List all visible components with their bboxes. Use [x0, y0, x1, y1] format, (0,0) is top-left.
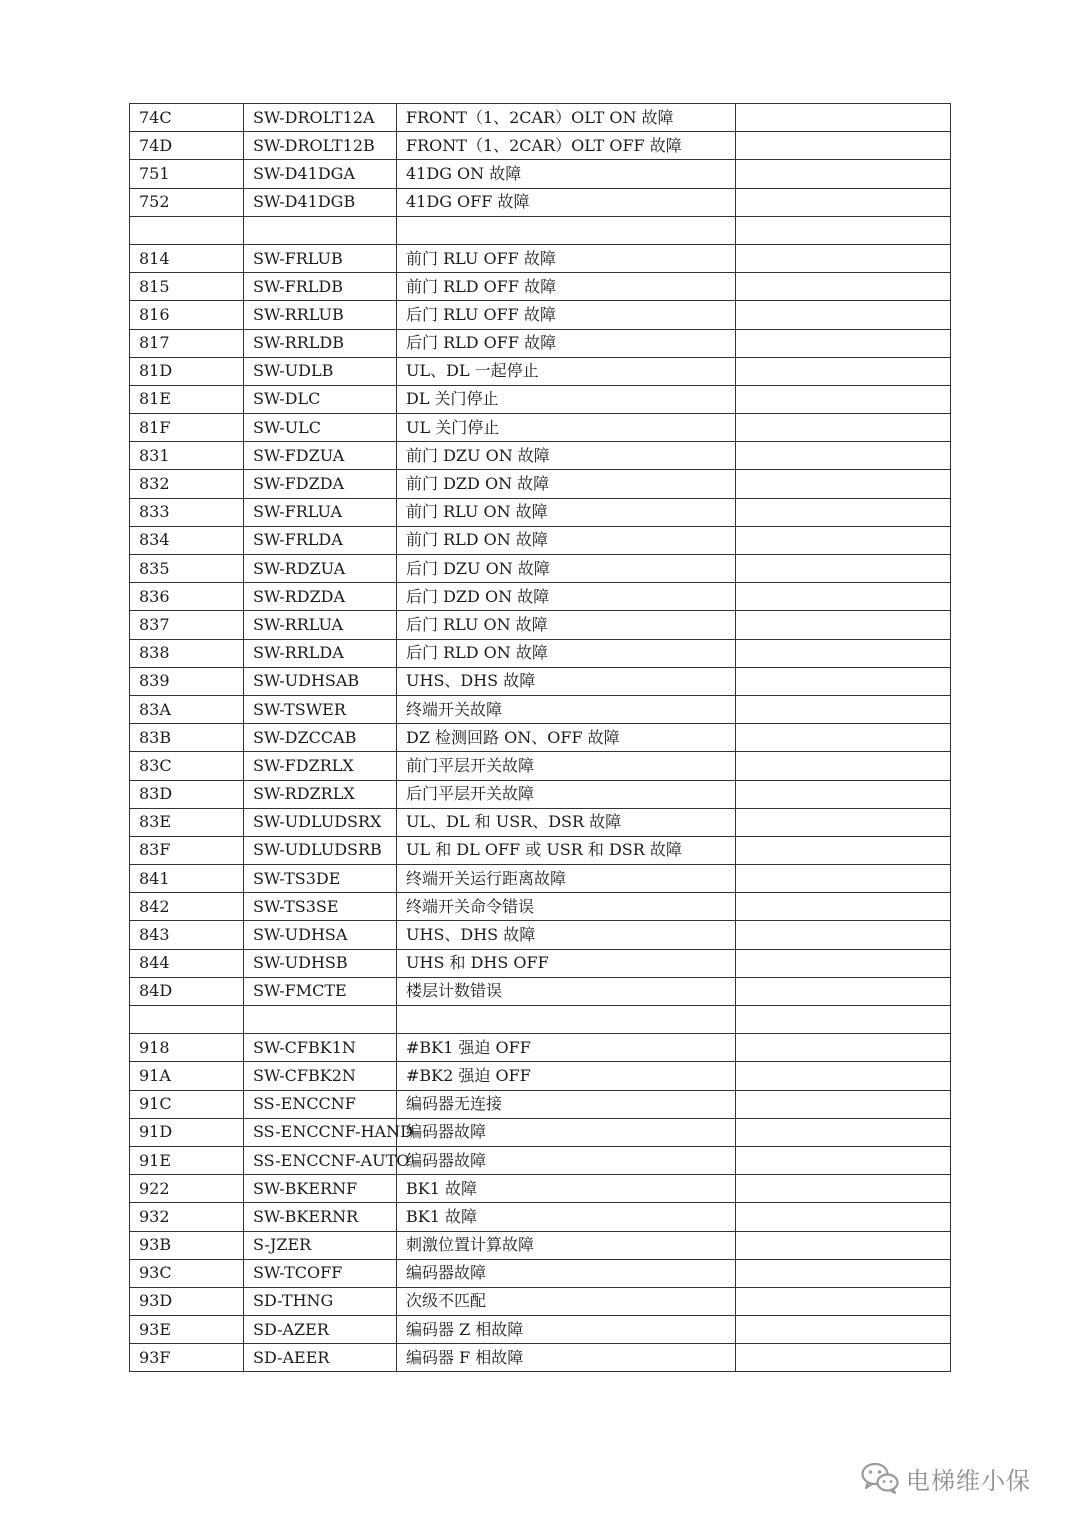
table-row	[130, 695, 951, 723]
note-cell	[736, 1231, 951, 1259]
description-cell: 后门 RLD OFF 故障	[397, 329, 736, 357]
fault-code-cell: 815	[130, 273, 244, 301]
note-cell	[736, 724, 951, 752]
signal-name-cell: SW-RDZDA	[244, 583, 397, 611]
signal-name-cell: SW-RRLDB	[244, 329, 397, 357]
fault-code-cell: 81F	[130, 414, 244, 442]
note-cell	[736, 1344, 951, 1372]
note-cell	[736, 216, 951, 244]
note-cell	[736, 1287, 951, 1315]
description-cell: 前门 DZU ON 故障	[397, 442, 736, 470]
signal-name-cell: SW-FRLDB	[244, 273, 397, 301]
signal-name-cell: SW-RRLDA	[244, 639, 397, 667]
fault-code-cell: 831	[130, 442, 244, 470]
note-cell	[736, 667, 951, 695]
description-cell: 后门 RLU ON 故障	[397, 611, 736, 639]
table-row	[130, 639, 951, 667]
fault-code-cell	[130, 216, 244, 244]
table-row	[130, 470, 951, 498]
table-row	[130, 414, 951, 442]
fault-code-cell: 834	[130, 526, 244, 554]
table-row	[130, 357, 951, 385]
note-cell	[736, 780, 951, 808]
signal-name-cell: SW-RRLUA	[244, 611, 397, 639]
fault-code-cell: 93E	[130, 1316, 244, 1344]
note-cell	[736, 1062, 951, 1090]
signal-name-cell: SW-BKERNF	[244, 1175, 397, 1203]
signal-name-cell: SW-FRLUA	[244, 498, 397, 526]
table-row	[130, 498, 951, 526]
signal-name-cell: S-JZER	[244, 1231, 397, 1259]
description-cell: 编码器 F 相故障	[397, 1344, 736, 1372]
signal-name-cell: SW-CFBK1N	[244, 1034, 397, 1062]
table-row	[130, 780, 951, 808]
fault-code-cell: 842	[130, 893, 244, 921]
fault-code-cell: 817	[130, 329, 244, 357]
description-cell: 终端开关运行距离故障	[397, 865, 736, 893]
note-cell	[736, 526, 951, 554]
table-row	[130, 583, 951, 611]
description-cell: UL 和 DL OFF 或 USR 和 DSR 故障	[397, 836, 736, 864]
signal-name-cell: SW-BKERNR	[244, 1203, 397, 1231]
table-row	[130, 385, 951, 413]
table-row	[130, 1316, 951, 1344]
note-cell	[736, 949, 951, 977]
note-cell	[736, 357, 951, 385]
table-row	[130, 724, 951, 752]
description-cell: FRONT（1、2CAR）OLT OFF 故障	[397, 132, 736, 160]
signal-name-cell: SD-THNG	[244, 1287, 397, 1315]
table-row	[130, 921, 951, 949]
note-cell	[736, 555, 951, 583]
signal-name-cell: SW-TCOFF	[244, 1259, 397, 1287]
table-row	[130, 104, 951, 132]
table-row	[130, 188, 951, 216]
table-row	[130, 1259, 951, 1287]
table-row	[130, 301, 951, 329]
note-cell	[736, 498, 951, 526]
note-cell	[736, 1316, 951, 1344]
fault-code-table	[129, 103, 951, 1372]
fault-code-cell: 74D	[130, 132, 244, 160]
note-cell	[736, 442, 951, 470]
note-cell	[736, 921, 951, 949]
description-cell: 前门 DZD ON 故障	[397, 470, 736, 498]
note-cell	[736, 1090, 951, 1118]
table-row	[130, 1090, 951, 1118]
note-cell	[736, 1006, 951, 1034]
signal-name-cell: SW-FDZDA	[244, 470, 397, 498]
signal-name-cell: SW-UDHSAB	[244, 667, 397, 695]
fault-code-cell: 83A	[130, 695, 244, 723]
table-row	[130, 526, 951, 554]
description-cell: 编码器故障	[397, 1146, 736, 1174]
fault-code-cell: 91C	[130, 1090, 244, 1118]
note-cell	[736, 244, 951, 272]
description-cell: UL 关门停止	[397, 414, 736, 442]
note-cell	[736, 414, 951, 442]
fault-code-cell: 91E	[130, 1146, 244, 1174]
signal-name-cell: SS-ENCCNF	[244, 1090, 397, 1118]
description-cell: 刺激位置计算故障	[397, 1231, 736, 1259]
description-cell: BK1 故障	[397, 1203, 736, 1231]
note-cell	[736, 893, 951, 921]
note-cell	[736, 160, 951, 188]
signal-name-cell: SW-RRLUB	[244, 301, 397, 329]
fault-code-cell: 838	[130, 639, 244, 667]
signal-name-cell: SW-FMCTE	[244, 977, 397, 1005]
description-cell: UL、DL 一起停止	[397, 357, 736, 385]
signal-name-cell: SW-FDZUA	[244, 442, 397, 470]
fault-code-cell: 752	[130, 188, 244, 216]
description-cell: 后门 DZD ON 故障	[397, 583, 736, 611]
description-cell: 后门 RLD ON 故障	[397, 639, 736, 667]
description-cell: 后门平层开关故障	[397, 780, 736, 808]
table-row	[130, 555, 951, 583]
fault-code-cell: 93B	[130, 1231, 244, 1259]
description-cell: 前门 RLU ON 故障	[397, 498, 736, 526]
fault-code-cell: 93C	[130, 1259, 244, 1287]
table-row	[130, 1034, 951, 1062]
description-cell: DL 关门停止	[397, 385, 736, 413]
signal-name-cell: SD-AZER	[244, 1316, 397, 1344]
signal-name-cell: SW-D41DGB	[244, 188, 397, 216]
signal-name-cell: SW-UDLB	[244, 357, 397, 385]
watermark-text: 电梯维小保	[906, 1466, 1031, 1495]
table-row	[130, 1062, 951, 1090]
fault-code-cell: 93D	[130, 1287, 244, 1315]
note-cell	[736, 132, 951, 160]
description-cell: #BK1 强迫 OFF	[397, 1034, 736, 1062]
fault-code-table-body	[130, 104, 951, 1372]
description-cell: UHS、DHS 故障	[397, 921, 736, 949]
table-row	[130, 1006, 951, 1034]
description-cell: 编码器故障	[397, 1118, 736, 1146]
description-cell: 后门 DZU ON 故障	[397, 555, 736, 583]
description-cell: 前门 RLU OFF 故障	[397, 244, 736, 272]
table-row	[130, 1203, 951, 1231]
note-cell	[736, 639, 951, 667]
note-cell	[736, 1175, 951, 1203]
signal-name-cell: SW-UDLUDSRB	[244, 836, 397, 864]
fault-code-cell: 74C	[130, 104, 244, 132]
signal-name-cell: SW-DROLT12A	[244, 104, 397, 132]
fault-code-cell: 81E	[130, 385, 244, 413]
note-cell	[736, 611, 951, 639]
table-row	[130, 160, 951, 188]
signal-name-cell: SW-DLC	[244, 385, 397, 413]
description-cell: 终端开关故障	[397, 695, 736, 723]
signal-name-cell: SW-DZCCAB	[244, 724, 397, 752]
note-cell	[736, 1259, 951, 1287]
fault-code-cell: 751	[130, 160, 244, 188]
table-row	[130, 949, 951, 977]
description-cell: 前门平层开关故障	[397, 752, 736, 780]
description-cell	[397, 1006, 736, 1034]
table-row	[130, 1287, 951, 1315]
note-cell	[736, 273, 951, 301]
fault-code-cell: 814	[130, 244, 244, 272]
table-row	[130, 865, 951, 893]
description-cell: 41DG ON 故障	[397, 160, 736, 188]
fault-code-cell: 918	[130, 1034, 244, 1062]
fault-code-cell: 81D	[130, 357, 244, 385]
signal-name-cell: SW-FRLDA	[244, 526, 397, 554]
description-cell: 41DG OFF 故障	[397, 188, 736, 216]
signal-name-cell: SS-ENCCNF-HAND	[244, 1118, 397, 1146]
note-cell	[736, 977, 951, 1005]
description-cell: UL、DL 和 USR、DSR 故障	[397, 808, 736, 836]
signal-name-cell: SW-RDZUA	[244, 555, 397, 583]
fault-code-cell: 839	[130, 667, 244, 695]
fault-code-cell: 837	[130, 611, 244, 639]
table-row	[130, 132, 951, 160]
signal-name-cell	[244, 1006, 397, 1034]
signal-name-cell: SW-ULC	[244, 414, 397, 442]
description-cell: FRONT（1、2CAR）OLT ON 故障	[397, 104, 736, 132]
note-cell	[736, 329, 951, 357]
signal-name-cell: SS-ENCCNF-AUTO	[244, 1146, 397, 1174]
table-row	[130, 1175, 951, 1203]
description-cell: 前门 RLD ON 故障	[397, 526, 736, 554]
note-cell	[736, 1118, 951, 1146]
note-cell	[736, 470, 951, 498]
signal-name-cell: SD-AEER	[244, 1344, 397, 1372]
table-row	[130, 329, 951, 357]
note-cell	[736, 301, 951, 329]
note-cell	[736, 808, 951, 836]
table-row	[130, 273, 951, 301]
description-cell: 编码器故障	[397, 1259, 736, 1287]
fault-code-cell: 932	[130, 1203, 244, 1231]
signal-name-cell: SW-TSWER	[244, 695, 397, 723]
table-row	[130, 244, 951, 272]
table-row	[130, 667, 951, 695]
wechat-icon	[860, 1461, 900, 1495]
signal-name-cell: SW-UDHSA	[244, 921, 397, 949]
table-row	[130, 611, 951, 639]
fault-code-cell: 843	[130, 921, 244, 949]
table-row	[130, 752, 951, 780]
table-row	[130, 977, 951, 1005]
description-cell: #BK2 强迫 OFF	[397, 1062, 736, 1090]
signal-name-cell: SW-D41DGA	[244, 160, 397, 188]
fault-code-cell: 832	[130, 470, 244, 498]
note-cell	[736, 1034, 951, 1062]
description-cell: BK1 故障	[397, 1175, 736, 1203]
fault-code-cell: 836	[130, 583, 244, 611]
fault-code-cell: 91A	[130, 1062, 244, 1090]
table-row	[130, 836, 951, 864]
note-cell	[736, 836, 951, 864]
description-cell: 后门 RLU OFF 故障	[397, 301, 736, 329]
note-cell	[736, 1146, 951, 1174]
description-cell: DZ 检测回路 ON、OFF 故障	[397, 724, 736, 752]
note-cell	[736, 385, 951, 413]
description-cell: 次级不匹配	[397, 1287, 736, 1315]
note-cell	[736, 752, 951, 780]
description-cell: 楼层计数错误	[397, 977, 736, 1005]
fault-code-cell: 833	[130, 498, 244, 526]
fault-code-cell: 844	[130, 949, 244, 977]
watermark	[860, 1458, 1031, 1498]
note-cell	[736, 1203, 951, 1231]
description-cell: 编码器 Z 相故障	[397, 1316, 736, 1344]
description-cell	[397, 216, 736, 244]
description-cell: 前门 RLD OFF 故障	[397, 273, 736, 301]
note-cell	[736, 104, 951, 132]
signal-name-cell: SW-CFBK2N	[244, 1062, 397, 1090]
table-row	[130, 216, 951, 244]
signal-name-cell: SW-RDZRLX	[244, 780, 397, 808]
signal-name-cell: SW-TS3DE	[244, 865, 397, 893]
fault-code-cell: 83C	[130, 752, 244, 780]
fault-code-cell: 83D	[130, 780, 244, 808]
signal-name-cell: SW-DROLT12B	[244, 132, 397, 160]
note-cell	[736, 188, 951, 216]
fault-code-cell: 93F	[130, 1344, 244, 1372]
note-cell	[736, 865, 951, 893]
fault-code-cell: 816	[130, 301, 244, 329]
fault-code-cell: 922	[130, 1175, 244, 1203]
fault-code-cell	[130, 1006, 244, 1034]
fault-code-cell: 83E	[130, 808, 244, 836]
signal-name-cell: SW-FRLUB	[244, 244, 397, 272]
fault-code-cell: 841	[130, 865, 244, 893]
table-row	[130, 1146, 951, 1174]
signal-name-cell: SW-UDHSB	[244, 949, 397, 977]
signal-name-cell	[244, 216, 397, 244]
table-row	[130, 893, 951, 921]
fault-code-cell: 83B	[130, 724, 244, 752]
table-row	[130, 442, 951, 470]
signal-name-cell: SW-UDLUDSRX	[244, 808, 397, 836]
description-cell: UHS 和 DHS OFF	[397, 949, 736, 977]
description-cell: 终端开关命令错误	[397, 893, 736, 921]
fault-code-cell: 91D	[130, 1118, 244, 1146]
table-row	[130, 1231, 951, 1259]
fault-code-cell: 84D	[130, 977, 244, 1005]
description-cell: 编码器无连接	[397, 1090, 736, 1118]
table-row	[130, 1118, 951, 1146]
note-cell	[736, 583, 951, 611]
signal-name-cell: SW-FDZRLX	[244, 752, 397, 780]
fault-code-cell: 835	[130, 555, 244, 583]
description-cell: UHS、DHS 故障	[397, 667, 736, 695]
table-row	[130, 808, 951, 836]
fault-code-cell: 83F	[130, 836, 244, 864]
note-cell	[736, 695, 951, 723]
signal-name-cell: SW-TS3SE	[244, 893, 397, 921]
table-row	[130, 1344, 951, 1372]
